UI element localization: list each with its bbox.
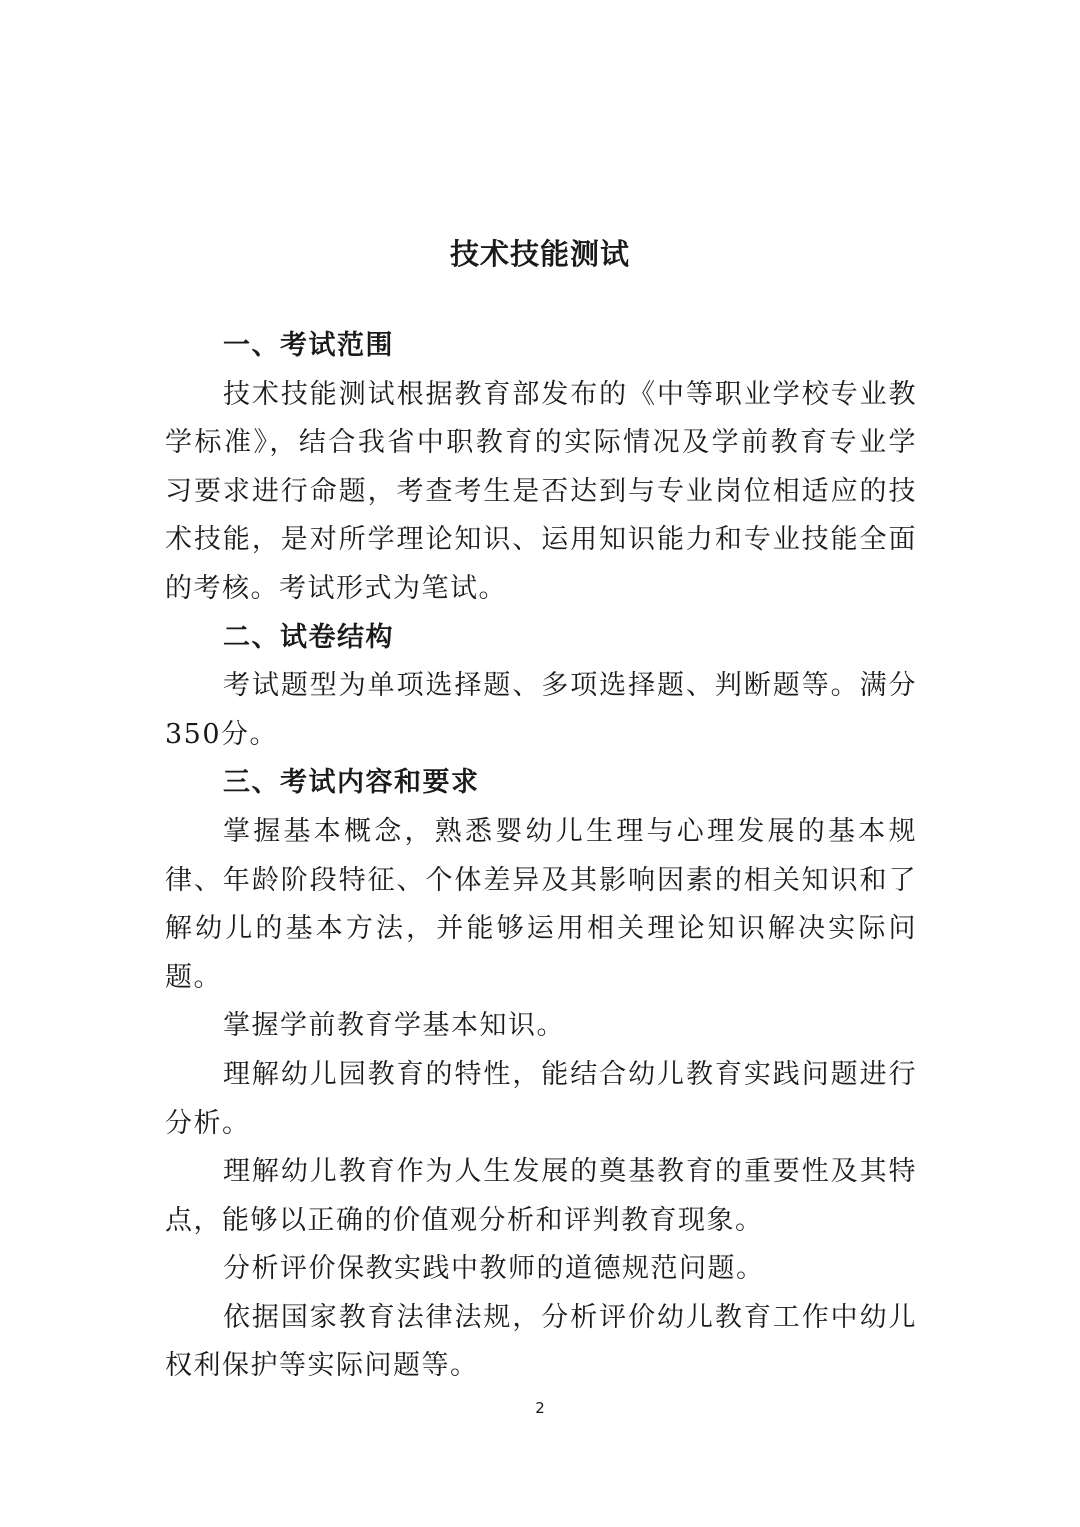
- section-content-requirements: [165, 759, 917, 1391]
- body-paragraph: 理解幼儿园教育的特性，能结合幼儿教育实践问题进行分析。: [165, 1058, 917, 1139]
- body-paragraph: 依据国家教育法律法规，分析评价幼儿教育工作中幼儿权利保护等实际问题等。: [165, 1301, 917, 1382]
- body-paragraph: 技术技能测试根据教育部发布的《中等职业学校专业教学标准》，结合我省中职教育的实际情况及学前教育专业学习要求进行命题，考查考生是否达到与专业岗位相适应的技术技能，是对所学理论知识、运用知识能力和专业技能全面的考核。考试形式为笔试。: [165, 378, 917, 604]
- body-paragraph: 分析评价保教实践中教师的道德规范问题。: [223, 1253, 765, 1285]
- body-paragraph: 考试题型为单项选择题、多项选择题、判断题等。满分350分。: [165, 670, 917, 750]
- body-paragraph: 理解幼儿教育作为人生发展的奠基教育的重要性及其特点，能够以正确的价值观分析和评判教育现象。: [165, 1156, 917, 1236]
- document-body: [165, 322, 917, 1391]
- body-paragraph: 掌握学前教育学基本知识。: [223, 1010, 565, 1042]
- body-paragraph: 掌握基本概念，熟悉婴幼儿生理与心理发展的基本规律、年龄阶段特征、个体差异及其影响因素的相关知识和了解幼儿的基本方法，并能够运用相关理论知识解决实际问题。: [165, 815, 917, 993]
- page-number: 2: [535, 1399, 545, 1417]
- document-title: 技术技能测试: [449, 237, 630, 271]
- section-heading: 三、考试内容和要求: [223, 767, 480, 799]
- section-paper-structure: [165, 614, 917, 760]
- section-heading: 二、试卷结构: [223, 621, 394, 653]
- section-heading: 一、考试范围: [223, 330, 394, 361]
- section-exam-scope: [165, 322, 917, 614]
